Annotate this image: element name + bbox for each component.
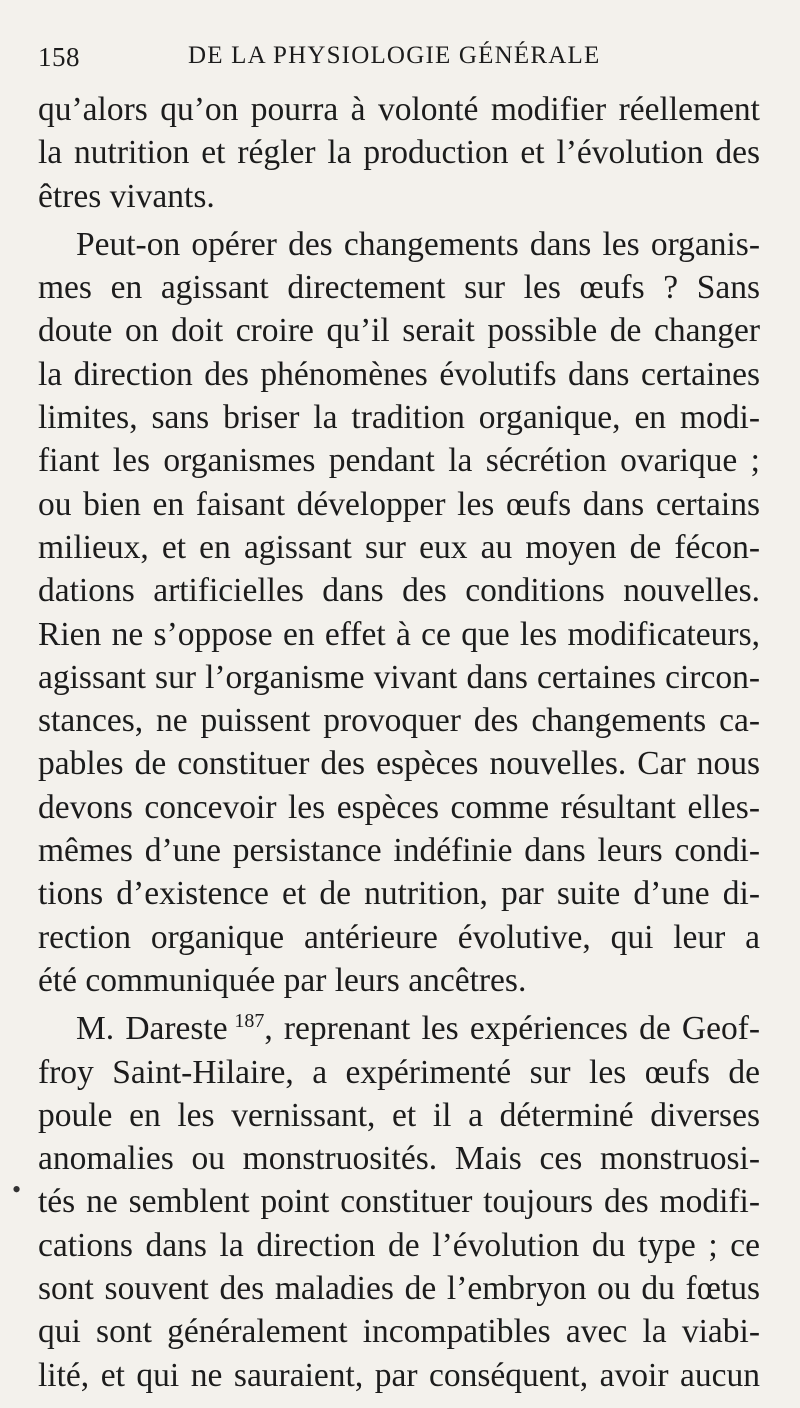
paragraph-3 [38, 1007, 760, 1397]
paragraph-2 [38, 223, 760, 1002]
text-line: stances, ne puissent provoquer des changements ca- [38, 702, 760, 740]
text-line: mes en agissant directement sur les œufs ? Sans [38, 269, 760, 307]
text-line: cations dans la direction de l’évolution du type ; ce [38, 1226, 760, 1264]
page-header [38, 42, 758, 82]
text-line: pables de constituer des espèces nouvelles. Car nous [38, 745, 760, 783]
text-line: froy Saint-Hilaire, a expérimenté sur les œufs de [38, 1053, 760, 1091]
text-line: milieux, et en agissant sur eux au moyen de fécon- [38, 528, 760, 566]
text-line: anomalies ou monstruosités. Mais ces monstruosi- [38, 1140, 760, 1178]
text-line: limites, sans briser la tradition organique, en modi- [38, 399, 760, 437]
footnote-reference[interactable]: 187 [234, 1010, 265, 1033]
text-segment: M. Dareste [76, 1010, 228, 1048]
paragraph-1 [38, 88, 760, 218]
text-line: dations artificielles dans des conditions nouvelles. [38, 572, 760, 610]
text-line: tés ne semblent point constituer toujours des modifi- [38, 1183, 760, 1221]
text-line: la nutrition et régler la production et l’évolution des [38, 134, 760, 172]
page-number: 158 [38, 42, 80, 72]
text-line: êtres vivants. [38, 177, 215, 215]
text-line: doute on doit croire qu’il serait possible de changer [38, 312, 760, 350]
text-line: qu’alors qu’on pourra à volonté modifier réellement [38, 91, 760, 128]
text-line: Rien ne s’oppose en effet à ce que les modificateurs, [38, 615, 760, 653]
text-line-with-footnote [38, 1007, 760, 1050]
running-title: DE LA PHYSIOLOGIE GÉNÉRALE [188, 42, 601, 69]
text-line: qui sont généralement incompatibles avec la viabi- [38, 1313, 760, 1351]
text-line: devons concevoir les espèces comme résultant elles- [38, 788, 760, 826]
text-line: lité, et qui ne sauraient, par conséquent, avoir aucun [38, 1356, 760, 1394]
text-line: tions d’existence et de nutrition, par suite d’une di- [38, 875, 760, 913]
body-text [38, 88, 760, 1397]
text-segment: , reprenant les expériences de Geof- [264, 1010, 760, 1048]
text-line: été communiquée par leurs ancêtres. [38, 961, 527, 999]
margin-mark: • [12, 1175, 22, 1204]
text-line: Peut-on opérer des changements dans les organis- [76, 225, 760, 263]
text-line: poule en les vernissant, et il a déterminé diverses [38, 1096, 760, 1134]
text-line: rection organique antérieure évolutive, qui leur a [38, 918, 760, 956]
text-line: agissant sur l’organisme vivant dans certaines circon- [38, 658, 760, 696]
text-line: sont souvent des maladies de l’embryon ou du fœtus [38, 1270, 760, 1308]
text-line: ou bien en faisant développer les œufs dans certains [38, 485, 760, 523]
text-line: mêmes d’une persistance indéfinie dans leurs condi- [38, 832, 760, 870]
text-line: fiant les organismes pendant la sécrétion ovarique ; [38, 442, 760, 480]
text-line: la direction des phénomènes évolutifs dans certaines [38, 355, 760, 393]
